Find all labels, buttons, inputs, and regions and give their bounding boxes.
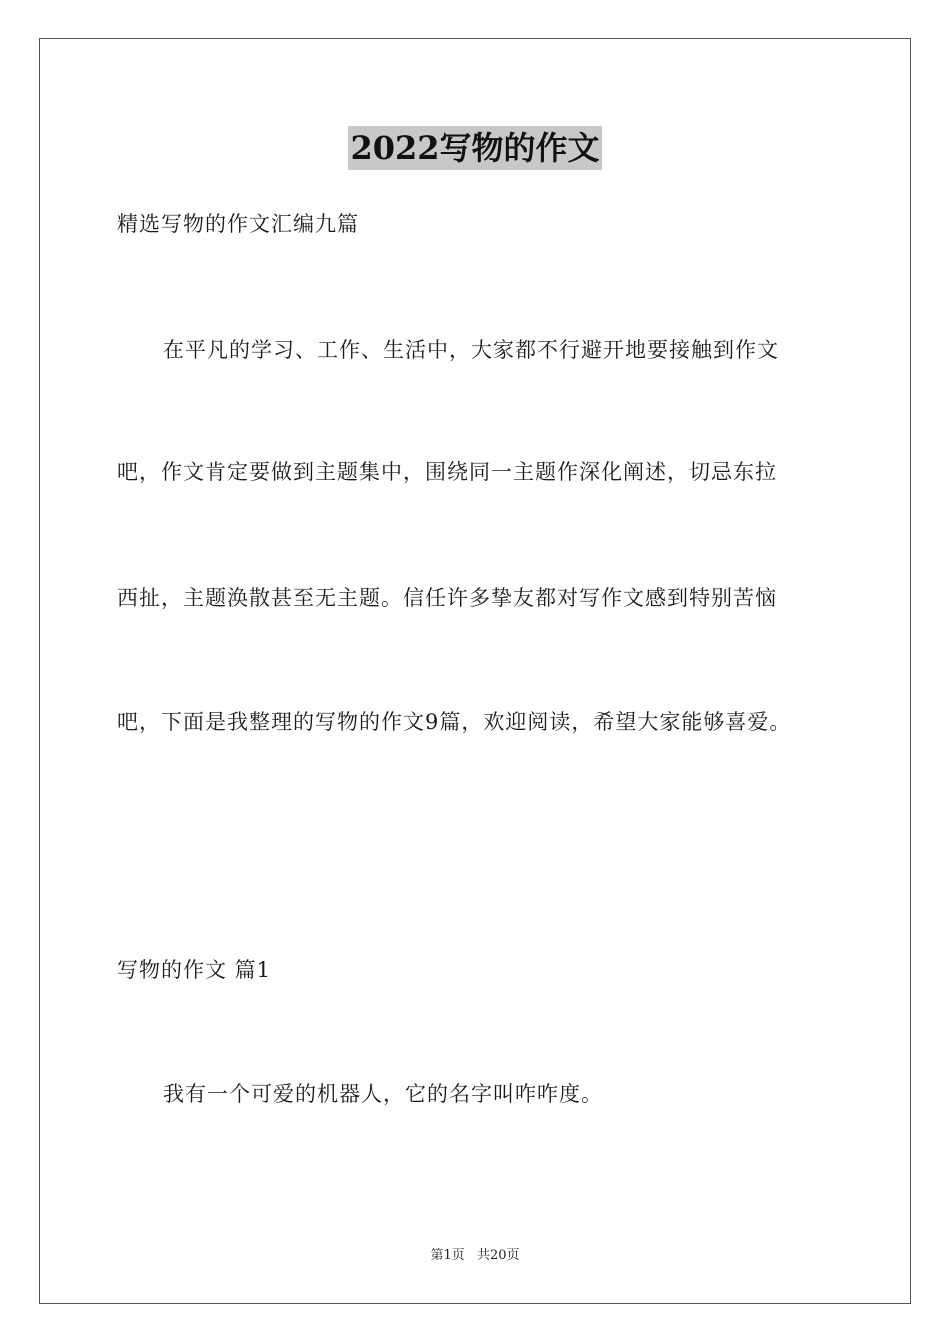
page-total: 共20页 xyxy=(476,1248,520,1263)
page-number: 第1页 xyxy=(430,1248,465,1263)
intro-line-3: 西扯，主题涣散甚至无主题。信任许多挚友都对写作文感到特别苦恼 xyxy=(117,586,777,610)
intro-line-1: 在平凡的学习、工作、生活中，大家都不行避开地要接触到作文 xyxy=(163,338,779,362)
section-paragraph-line: 我有一个可爱的机器人，它的名字叫咋咋度。 xyxy=(163,1082,603,1106)
page-footer xyxy=(0,1247,950,1265)
document-title: 2022写物的作文 xyxy=(348,126,601,170)
intro-line-4: 吧，下面是我整理的写物的作文9篇，欢迎阅读，希望大家能够喜爱。 xyxy=(117,710,792,734)
section-heading: 写物的作文 篇1 xyxy=(117,958,272,982)
document-subtitle: 精选写物的作文汇编九篇 xyxy=(117,212,359,236)
title-container xyxy=(0,126,950,170)
intro-line-2: 吧，作文肯定要做到主题集中，围绕同一主题作深化阐述，切忌东拉 xyxy=(117,460,777,484)
